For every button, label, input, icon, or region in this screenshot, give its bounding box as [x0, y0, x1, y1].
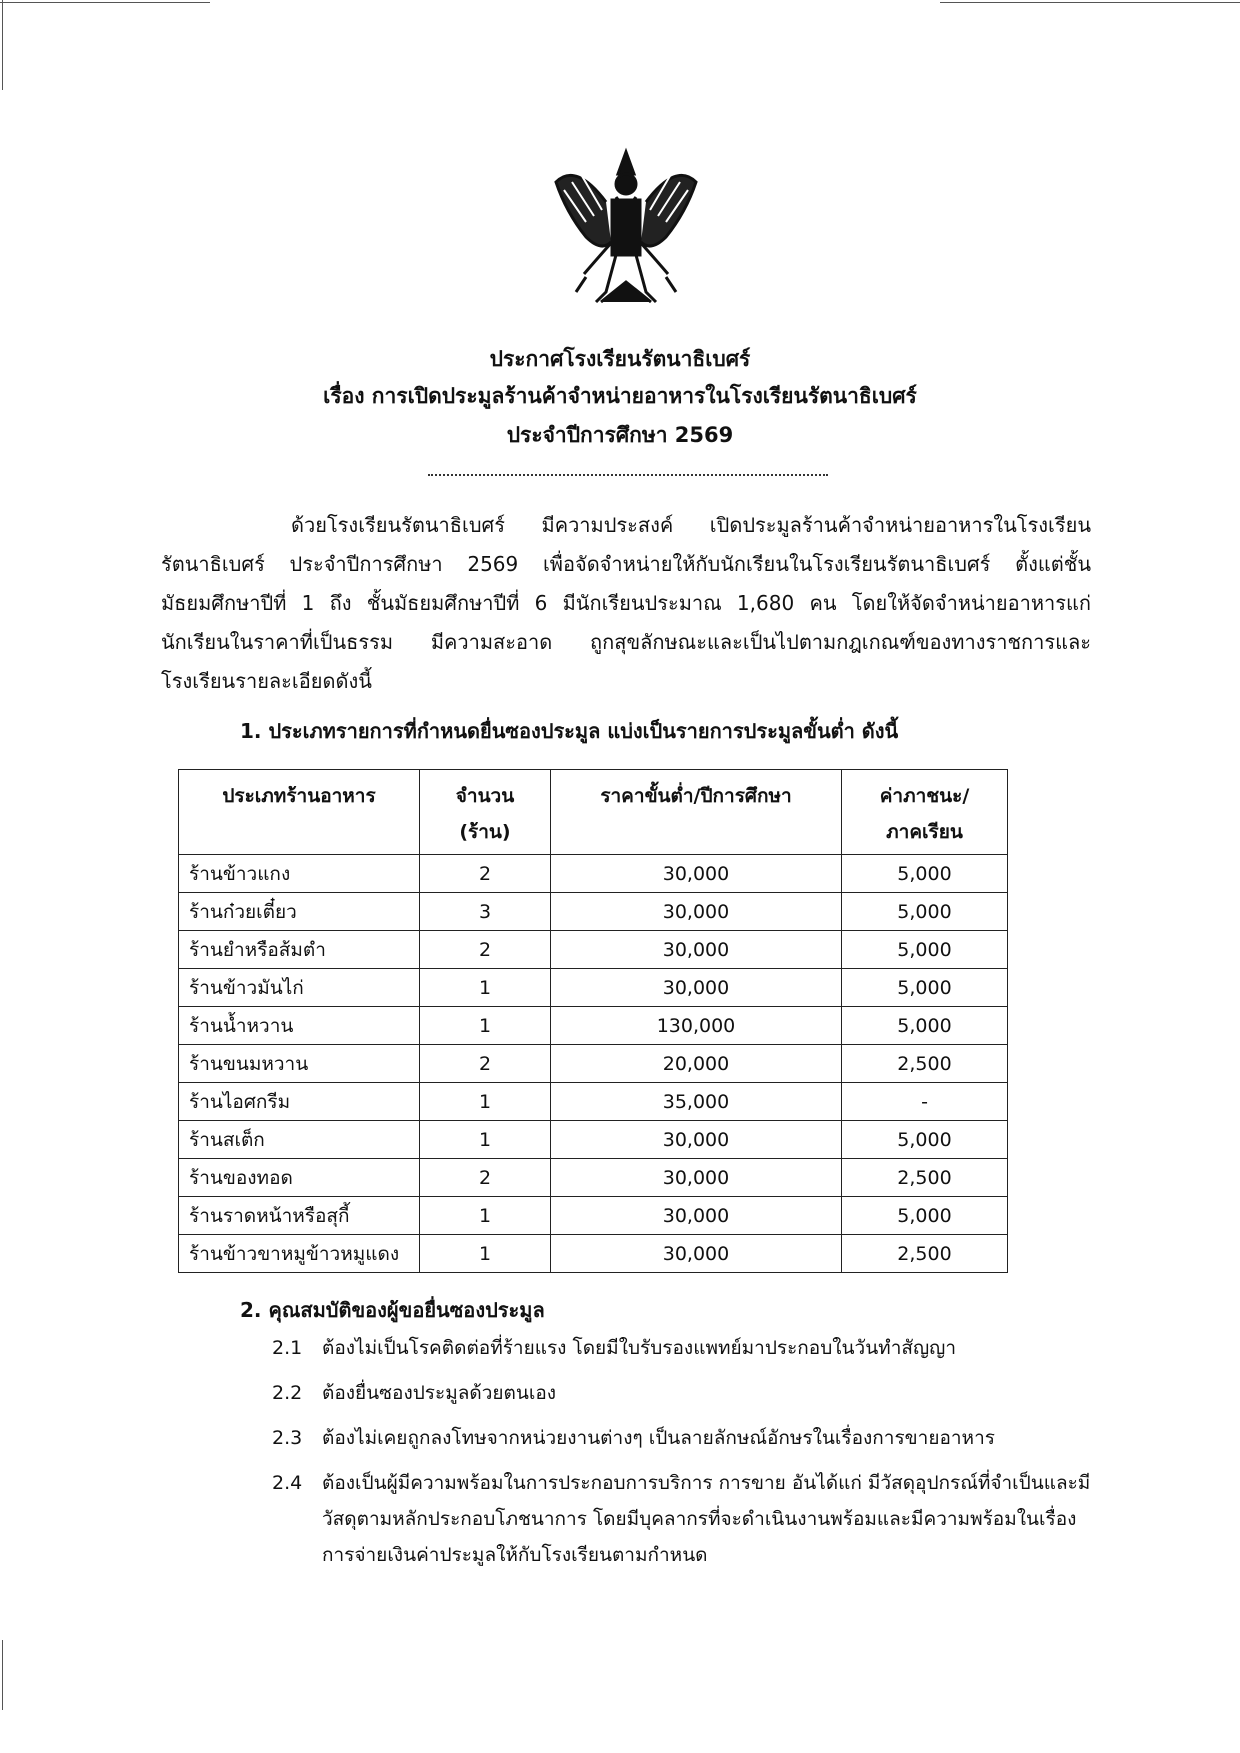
shop-name-cell: ร้านของทอด	[179, 1159, 420, 1197]
table-row	[179, 855, 1008, 893]
min-price-cell: 30,000	[551, 1159, 842, 1197]
min-price-cell: 20,000	[551, 1045, 842, 1083]
min-price-cell: 130,000	[551, 1007, 842, 1045]
col-count: จำนวน (ร้าน)	[420, 770, 551, 855]
count-cell: 2	[420, 931, 551, 969]
table-row	[179, 1083, 1008, 1121]
table-row	[179, 969, 1008, 1007]
container-fee-cell: 2,500	[842, 1235, 1008, 1273]
scan-border-left	[2, 0, 3, 90]
min-price-cell: 30,000	[551, 1197, 842, 1235]
min-price-cell: 35,000	[551, 1083, 842, 1121]
list-item	[272, 1465, 1092, 1573]
item-text: ต้องไม่เป็นโรคติดต่อที่ร้ายแรง โดยมีใบรับรองแพทย์มาประกอบในวันทำสัญญา	[322, 1337, 957, 1359]
count-cell: 2	[420, 1159, 551, 1197]
count-cell: 1	[420, 969, 551, 1007]
container-fee-cell: 5,000	[842, 855, 1008, 893]
table-row	[179, 1235, 1008, 1273]
intro-line: โรงเรียนรายละเอียดดังนี้	[161, 669, 372, 693]
min-price-cell: 30,000	[551, 931, 842, 969]
container-fee-cell: 5,000	[842, 969, 1008, 1007]
announcement-title: ประกาศโรงเรียนรัตนาธิเบศร์	[489, 347, 751, 371]
min-price-cell: 30,000	[551, 969, 842, 1007]
container-fee-cell: 5,000	[842, 931, 1008, 969]
shop-name-cell: ร้านน้ำหวาน	[179, 1007, 420, 1045]
item-number: 2.2	[272, 1382, 303, 1404]
table-row	[179, 1045, 1008, 1083]
shop-fee-table	[178, 769, 1008, 1273]
title-separator	[428, 474, 828, 476]
min-price-cell: 30,000	[551, 893, 842, 931]
table-row	[179, 931, 1008, 969]
shop-name-cell: ร้านขนมหวาน	[179, 1045, 420, 1083]
scan-border-top-right	[940, 2, 1240, 3]
list-item	[272, 1420, 1092, 1456]
garuda-emblem-icon	[546, 142, 706, 312]
section-2-heading: 2. คุณสมบัติของผู้ขอยื่นซองประมูล	[240, 1298, 545, 1322]
count-cell: 2	[420, 1045, 551, 1083]
container-fee-cell: 5,000	[842, 1007, 1008, 1045]
shop-name-cell: ร้านยำหรือส้มตำ	[179, 931, 420, 969]
intro-paragraph	[161, 506, 1091, 701]
list-item	[272, 1330, 1092, 1366]
count-cell: 1	[420, 1121, 551, 1159]
container-fee-cell: 2,500	[842, 1045, 1008, 1083]
shop-name-cell: ร้านข้าวมันไก่	[179, 969, 420, 1007]
intro-line: รัตนาธิเบศร์ ประจำปีการศึกษา 2569 เพื่อจัดจำหน่ายให้กับนักเรียนในโรงเรียนรัตนาธิเบศร์ ตั้งแต่ชั้น	[161, 552, 1091, 576]
list-item	[272, 1375, 1092, 1411]
count-cell: 1	[420, 1007, 551, 1045]
shop-name-cell: ร้านก๋วยเตี๋ยว	[179, 893, 420, 931]
shop-name-cell: ร้านข้าวขาหมูข้าวหมูแดง	[179, 1235, 420, 1273]
min-price-cell: 30,000	[551, 1235, 842, 1273]
table-row	[179, 893, 1008, 931]
table-row	[179, 1197, 1008, 1235]
table-header-row	[179, 770, 1008, 855]
shop-name-cell: ร้านราดหน้าหรือสุกี้	[179, 1197, 420, 1235]
qualification-list	[272, 1330, 1092, 1582]
scan-border-left-bottom	[2, 1640, 3, 1710]
shop-name-cell: ร้านข้าวแกง	[179, 855, 420, 893]
container-fee-cell: -	[842, 1083, 1008, 1121]
count-cell: 3	[420, 893, 551, 931]
container-fee-cell: 5,000	[842, 1197, 1008, 1235]
min-price-cell: 30,000	[551, 1121, 842, 1159]
item-number: 2.3	[272, 1427, 303, 1449]
count-cell: 1	[420, 1235, 551, 1273]
container-fee-cell: 5,000	[842, 893, 1008, 931]
announcement-subject: เรื่อง การเปิดประมูลร้านค้าจำหน่ายอาหารในโรงเรียนรัตนาธิเบศร์	[323, 384, 917, 408]
scan-border-top	[0, 2, 210, 3]
table-row	[179, 1007, 1008, 1045]
container-fee-cell: 5,000	[842, 1121, 1008, 1159]
table-row	[179, 1159, 1008, 1197]
item-number: 2.1	[272, 1337, 303, 1359]
item-text: ต้องยื่นซองประมูลด้วยตนเอง	[322, 1382, 557, 1404]
container-fee-cell: 2,500	[842, 1159, 1008, 1197]
item-text: ต้องเป็นผู้มีความพร้อมในการประกอบการบริการ การขาย อันได้แก่ มีวัสดุอุปกรณ์ที่จำเป็นและมีวัสดุตามหลักประกอบโภชนาการ โดยมีบุคลากรที่จะดำเนินงานพร้อมและมีความพร้อมในเรื่องการจ่ายเงินค่าประมูลให้กับโรงเรียนตามกำหนด	[322, 1472, 1091, 1566]
shop-name-cell: ร้านไอศกรีม	[179, 1083, 420, 1121]
count-cell: 2	[420, 855, 551, 893]
table-row	[179, 1121, 1008, 1159]
section-1-heading: 1. ประเภทรายการที่กำหนดยื่นซองประมูล แบ่งเป็นรายการประมูลขั้นต่ำ ดังนี้	[240, 719, 899, 743]
intro-line: มัธยมศึกษาปีที่ 1 ถึง ชั้นมัธยมศึกษาปีที่ 6 มีนักเรียนประมาณ 1,680 คน โดยให้จัดจำหน่ายอาหารแก่	[161, 591, 1091, 615]
item-number: 2.4	[272, 1472, 303, 1494]
col-container-fee: ค่าภาชนะ/ ภาคเรียน	[842, 770, 1008, 855]
announcement-academic-year: ประจำปีการศึกษา 2569	[506, 423, 734, 447]
intro-line: ด้วยโรงเรียนรัตนาธิเบศร์ มีความประสงค์ เปิดประมูลร้านค้าจำหน่ายอาหารในโรงเรียน	[291, 513, 1091, 537]
count-cell: 1	[420, 1197, 551, 1235]
shop-name-cell: ร้านสเต็ก	[179, 1121, 420, 1159]
min-price-cell: 30,000	[551, 855, 842, 893]
col-min-price: ราคาขั้นต่ำ/ปีการศึกษา	[551, 770, 842, 855]
count-cell: 1	[420, 1083, 551, 1121]
item-text: ต้องไม่เคยถูกลงโทษจากหน่วยงานต่างๆ เป็นลายลักษณ์อักษรในเรื่องการขายอาหาร	[322, 1427, 995, 1449]
intro-line: นักเรียนในราคาที่เป็นธรรม มีความสะอาด ถูกสุขลักษณะและเป็นไปตามกฎเกณฑ์ของทางราชการและ	[161, 630, 1091, 654]
col-shop-type: ประเภทร้านอาหาร	[179, 770, 420, 855]
